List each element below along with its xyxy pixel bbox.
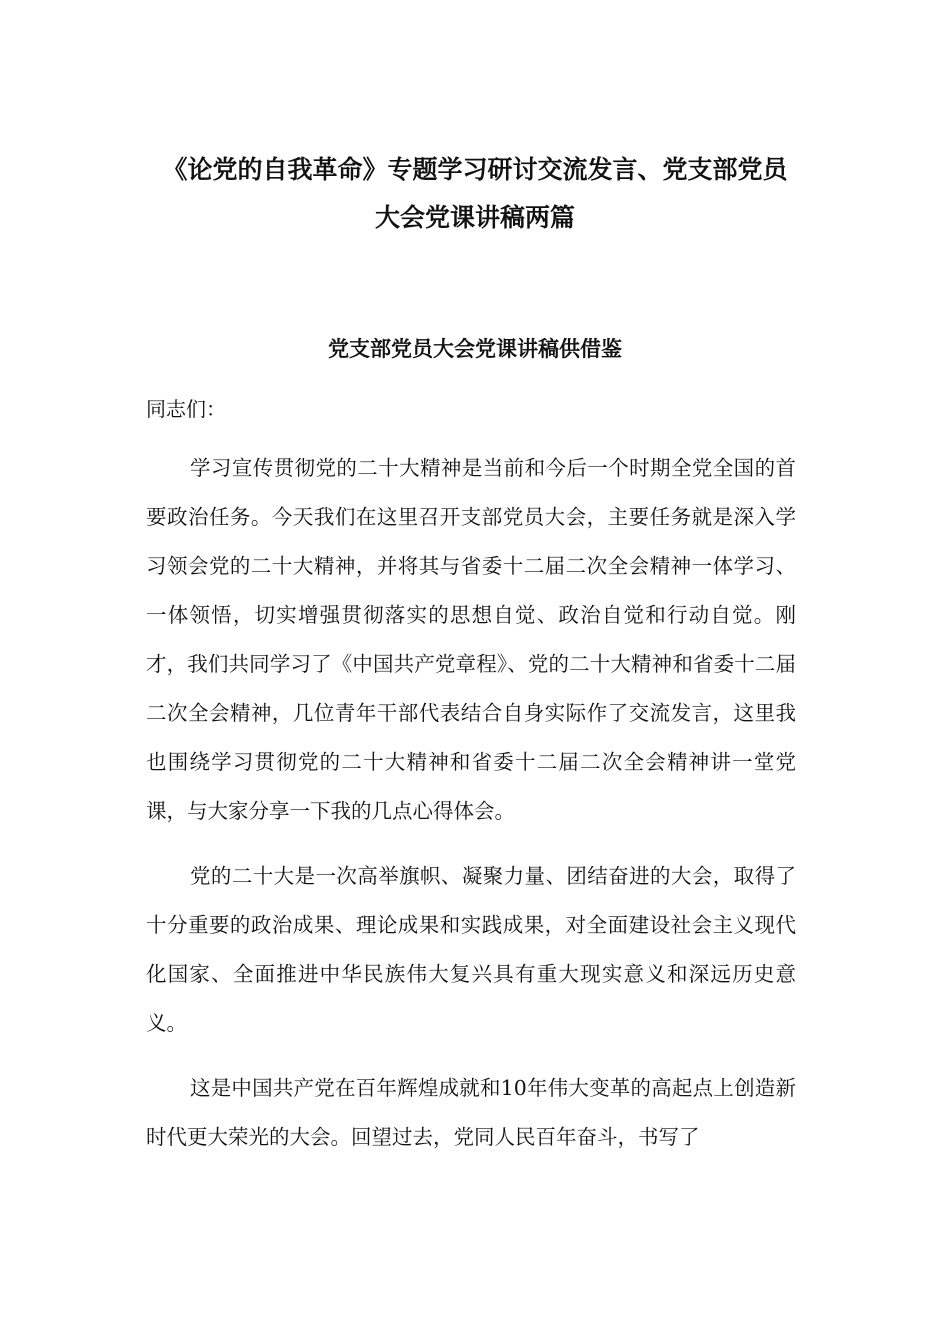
paragraph-1: 学习宣传贯彻党的二十大精神是当前和今后一个时期全党全国的首要政治任务。今天我们在这里召开支部党员大会，主要任务就是深入学习领会党的二十大精神，并将其与省委十二届二次全会精神一体学习、一体领悟，切实增强贯彻落实的思想自觉、政治自觉和行动自觉。刚才，我们共同学习了《中国共产党章程》、党的二十大精神和省委十二届二次全会精神，几位青年干部代表结合自身实际作了交流发言，这里我也围绕学习贯彻党的二十大精神和省委十二届二次全会精神讲一堂党课，与大家分享一下我的几点心得体会。	[146, 456, 796, 823]
body-text	[146, 444, 796, 1178]
document-title	[145, 146, 805, 242]
paragraph-2: 党的二十大是一次高举旗帜、凝聚力量、团结奋进的大会，取得了十分重要的政治成果、理论成果和实践成果，对全面建设社会主义现代化国家、全面推进中华民族伟大复兴具有重大现实意义和深远历史意义。	[146, 864, 796, 1035]
document-title-line-1: 《论党的自我革命》专题学习研讨交流发言、党支部党员	[162, 155, 788, 184]
document-title-line-2: 大会党课讲稿两篇	[374, 203, 575, 232]
salutation: 同志们：	[146, 397, 226, 421]
section-title: 党支部党员大会党课讲稿供借鉴	[328, 337, 622, 361]
paragraph-3: 这是中国共产党在百年辉煌成就和10年伟大变革的高起点上创造新时代更大荣光的大会。回望过去，党同人民百年奋斗，书写了	[146, 1076, 796, 1149]
